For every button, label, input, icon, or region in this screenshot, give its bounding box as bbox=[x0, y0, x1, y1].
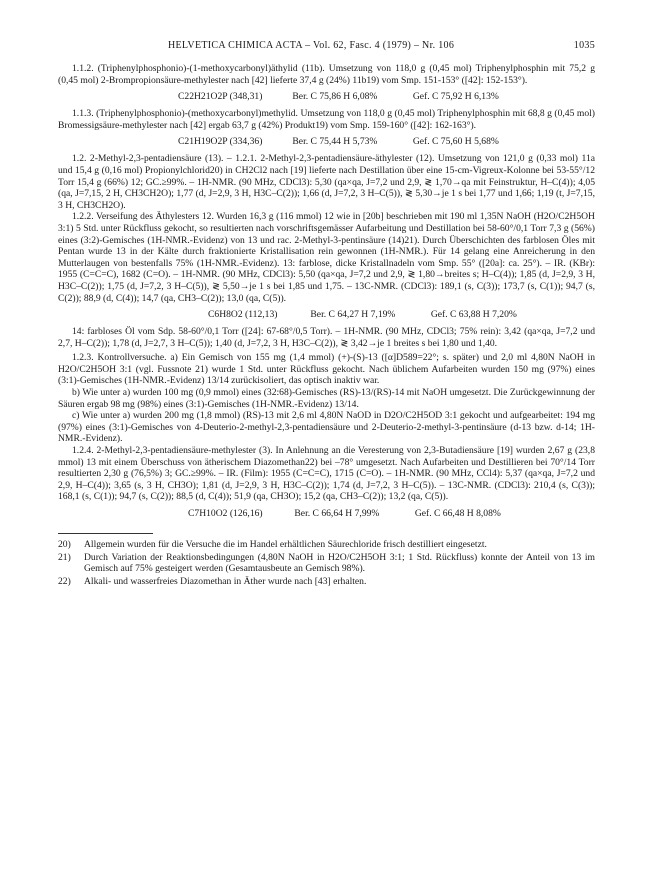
analysis-line bbox=[58, 309, 595, 321]
page bbox=[58, 40, 595, 588]
footnote-number: 22) bbox=[58, 575, 71, 587]
body-text bbox=[58, 63, 595, 520]
calculated: Ber. C 66,64 H 7,99% bbox=[294, 508, 380, 519]
section-1-2-3: 1.2.3. Kontrollversuche. a) Ein Gemisch von 155 mg (1,4 mmol) (+)-(S)-13 ([α]D589=22°; s. später) und 2,0 ml 4,80N NaOH in H2O/C2H5OH 3:1 (vgl. Fussnote 21) wurde 1 Std. unter Rückfluss gekocht. Nach üblichem Aufarbeiten wurden 150 mg (97%) eines (3:1)-Gemisches (1H-NMR.-Evidenz) 13/14 zurückisoliert, das optisch inaktiv war. bbox=[58, 352, 595, 387]
found: Gef. C 66,48 H 8,08% bbox=[414, 508, 501, 519]
compound-14: 14: farbloses Öl vom Sdp. 58-60°/0,1 Torr ([24]: 67-68°/0,5 Torr). – 1H-NMR. (90 MHz, CDCl3; 75% rein): 3,42 (qa×qa, J=7,2 und 2,7, H–C(2)); 1,78 (d, J=2,7, 3 H–C(5)); 1,40 (d, J=7,2, 3 H, H3C–C(2)), ≷ 3,42→je 1 breites s bei 1,80 und 1,40. bbox=[58, 326, 595, 349]
calculated: Ber. C 64,27 H 7,19% bbox=[310, 309, 396, 321]
section-1-1-2: 1.1.2. (Triphenylphosphonio)-(1-methoxycarbonyl)äthylid (11b). Umsetzung von 118,0 g (0,45 mol) Triphenylphosphin mit 75,2 g (0,45 mol) 2-Brompropionsäure-methylester nach [42] lieferte 37,4 g (24%) 11b19) vom Smp. 151-153° ([42]: 152-153°). bbox=[58, 63, 595, 86]
calculated: Ber. C 75,44 H 5,73% bbox=[292, 136, 378, 148]
control-b: b) Wie unter a) wurden 100 mg (0,9 mmol) eines (32:68)-Gemisches (RS)-13/(RS)-14 mit NaOH umgesetzt. Die Zurückgewinnung der Säuren ergab 98 mg (98%) eines (3:1)-Gemisches (1H-NMR.-Evidenz) 13/14. bbox=[58, 387, 595, 410]
calculated: Ber. C 75,86 H 6,08% bbox=[292, 91, 378, 103]
formula: C6H8O2 (112,13) bbox=[208, 309, 278, 321]
footnote-divider bbox=[58, 533, 153, 534]
found: Gef. C 75,92 H 6,13% bbox=[412, 91, 499, 103]
found: Gef. C 63,88 H 7,20% bbox=[430, 309, 517, 321]
analysis-line bbox=[58, 136, 595, 148]
footnote-number: 21) bbox=[58, 551, 71, 563]
formula: C7H10O2 (126,16) bbox=[188, 508, 263, 519]
footnote-text: Alkali- und wasserfreies Diazomethan in Äther wurde nach [43] erhalten. bbox=[84, 575, 367, 587]
page-number: 1035 bbox=[573, 40, 595, 51]
formula: C22H21O2P (348,31) bbox=[178, 91, 263, 103]
footnotes bbox=[58, 539, 595, 587]
analysis-line bbox=[58, 508, 595, 520]
section-1-2: 1.2. 2-Methyl-2,3-pentadiensäure (13). – 1.2.1. 2-Methyl-2,3-pentadiensäure-äthylester (12). Umsetzung von 121,0 g (0,33 mol) 11a und 15,4 g (0,16 mol) Propionylchlorid20) in CH2Cl2 nach [19] lieferte nach Destillation über eine 15-cm-Vigreux-Kolonne bei 53-55°/12 Torr 15,4 g (66%) 12; GC.≥99%. – 1H-NMR. (90 MHz, CDCl3): 5,30 (qa×qa, J=7,2 und 2,9, ≷ 1,70→qa mit Feinstruktur, H–C(4)); 4,05 (qa, J=7,15, 2 H, CH3CH2O); 1,77 (d, J=2,9, 3 H, H3C–C(2)); 1,66 (d, J=7,2, 3 H–C(5)), ≷ 5,30→je 1 s bei 1,77 und 1,66; 1,19 (t, J=7,15, 3 H, CH3CH2O). bbox=[58, 153, 595, 211]
footnote bbox=[58, 576, 595, 588]
section-1-2-2: 1.2.2. Verseifung des Äthylesters 12. Wurden 16,3 g (116 mmol) 12 wie in [20b] beschrieben mit 190 ml 1,35N NaOH (H2O/C2H5OH 3:1) 5 Std. unter Rückfluss gekocht, so resultierten nach vorschriftsgemässer Aufarbeitung und Destillation bei 58-60°/0,1 Torr 7,3 g (56%) eines (3:2)-Gemisches (1H-NMR.-Evidenz) von 13 und rac. 2-Methyl-3-pentinsäure (14)21). Durch Überschichten des farblosen Öles mit Pentan wurde 13 in der Kälte durch fraktionierte Kristallisation rein gewonnen (1H-NMR.). Für 14 gelang eine Anreicherung in den Mutterlaugen von bestenfalls 75% (1H-NMR.-Evidenz). 13: farblose, dicke Kristallnadeln vom Smp. 55° ([20a]: ca. 25°). – IR. (KBr): 1955 (C=C=C), 1682 (C=O). – 1H-NMR. (90 MHz, CDCl3): 5,50 (qa×qa, J=7,2 und 2,9, ≷ 1,80→breites s; H–C(4)); 1,85 (d, J=2,9, 3 H, H3C–C(2)); 1,75 (d, J=7,2, 3 H–C(5)), ≷ 5,50→je 1 s bei 1,85 und 1,75. – 13C-NMR. (CDCl3): 189,1 (s, C(3)); 173,7 (s, C(1)); 94,7 (s, C(2)); 88,9 (d, C(4)); 14,7 (qa, CH3–C(2)); 13,0 (qa, C(5)). bbox=[58, 211, 595, 304]
found: Gef. C 75,60 H 5,68% bbox=[412, 136, 499, 148]
journal-title: HELVETICA CHIMICA ACTA – Vol. 62, Fasc. 4 (1979) – Nr. 106 bbox=[168, 40, 455, 51]
control-c: c) Wie unter a) wurden 200 mg (1,8 mmol) (RS)-13 mit 2,6 ml 4,80N NaOD in D2O/C2H5OD 3:1 gekocht und aufgearbeitet: 194 mg (97%) eines (3:1)-Gemisches von 4-Deuterio-2-methyl-2,3-pentadiensäure und 2-Deuterio-2-methyl-3-pentinsäure (d-13 bzw. d-14; 1H-NMR.-Evidenz). bbox=[58, 410, 595, 445]
footnote bbox=[58, 552, 595, 575]
section-1-1-3: 1.1.3. (Triphenylphosphonio)-(methoxycarbonyl)methylid. Umsetzung von 118,0 g (0,45 mol) Triphenylphosphin mit 68,8 g (0,45 mol) Bromessigsäure-methylester nach [42] ergab 63,7 g (42%) Produkt19) vom Smp. 159-160° ([42]: 162-163°). bbox=[58, 108, 595, 131]
section-1-2-4: 1.2.4. 2-Methyl-2,3-pentadiensäure-methylester (3). In Anlehnung an die Veresterung von 2,3-Butadiensäure [19] wurden 2,67 g (23,8 mmol) 13 mit einem Überschuss von ätherischem Diazomethan22) bei –78° umgesetzt. Nach Aufarbeiten und Destillieren bei 70°/14 Torr resultierten 2,30 g (76,5%) 3; GC.≥99%. – IR. (Film): 1955 (C=C=C), 1715 (C=O). – 1H-NMR. (90 MHz, CCl4): 5,37 (qa×qa, J=7,2 und 2,9, H–C(4)); 3,65 (s, 3 H, CH3O); 1,81 (d, J=2,9, 3 H, H3C–C(2)); 1,74 (d, J=7,2, 3 H–C(5)). – 13C-NMR. (CDCl3): 210,4 (s, C(3)); 168,1 (s, C(1)); 94,7 (s, C(2)); 88,5 (d, C(4)); 51,9 (qa, CH3O); 15,2 (qa, CH3–C(2)); 13,2 (qa, C(5)). bbox=[58, 445, 595, 503]
footnote-number: 20) bbox=[58, 539, 71, 550]
analysis-line bbox=[58, 91, 595, 103]
running-header bbox=[58, 40, 595, 51]
footnote bbox=[58, 539, 595, 551]
footnote-text: Allgemein wurden für die Versuche die im Handel erhältlichen Säurechloride frisch destilliert eingesetzt. bbox=[84, 539, 487, 550]
formula: C21H19O2P (334,36) bbox=[178, 136, 263, 148]
footnote-text: Durch Variation der Reaktionsbedingungen (4,80N NaOH in H2O/C2H5OH 3:1; 1 Std. Rückfluss) konnte der Anteil von 13 im Gemisch auf 75% gesteigert werden (Gesamtausbeute an Gemisch 98%). bbox=[84, 551, 595, 575]
